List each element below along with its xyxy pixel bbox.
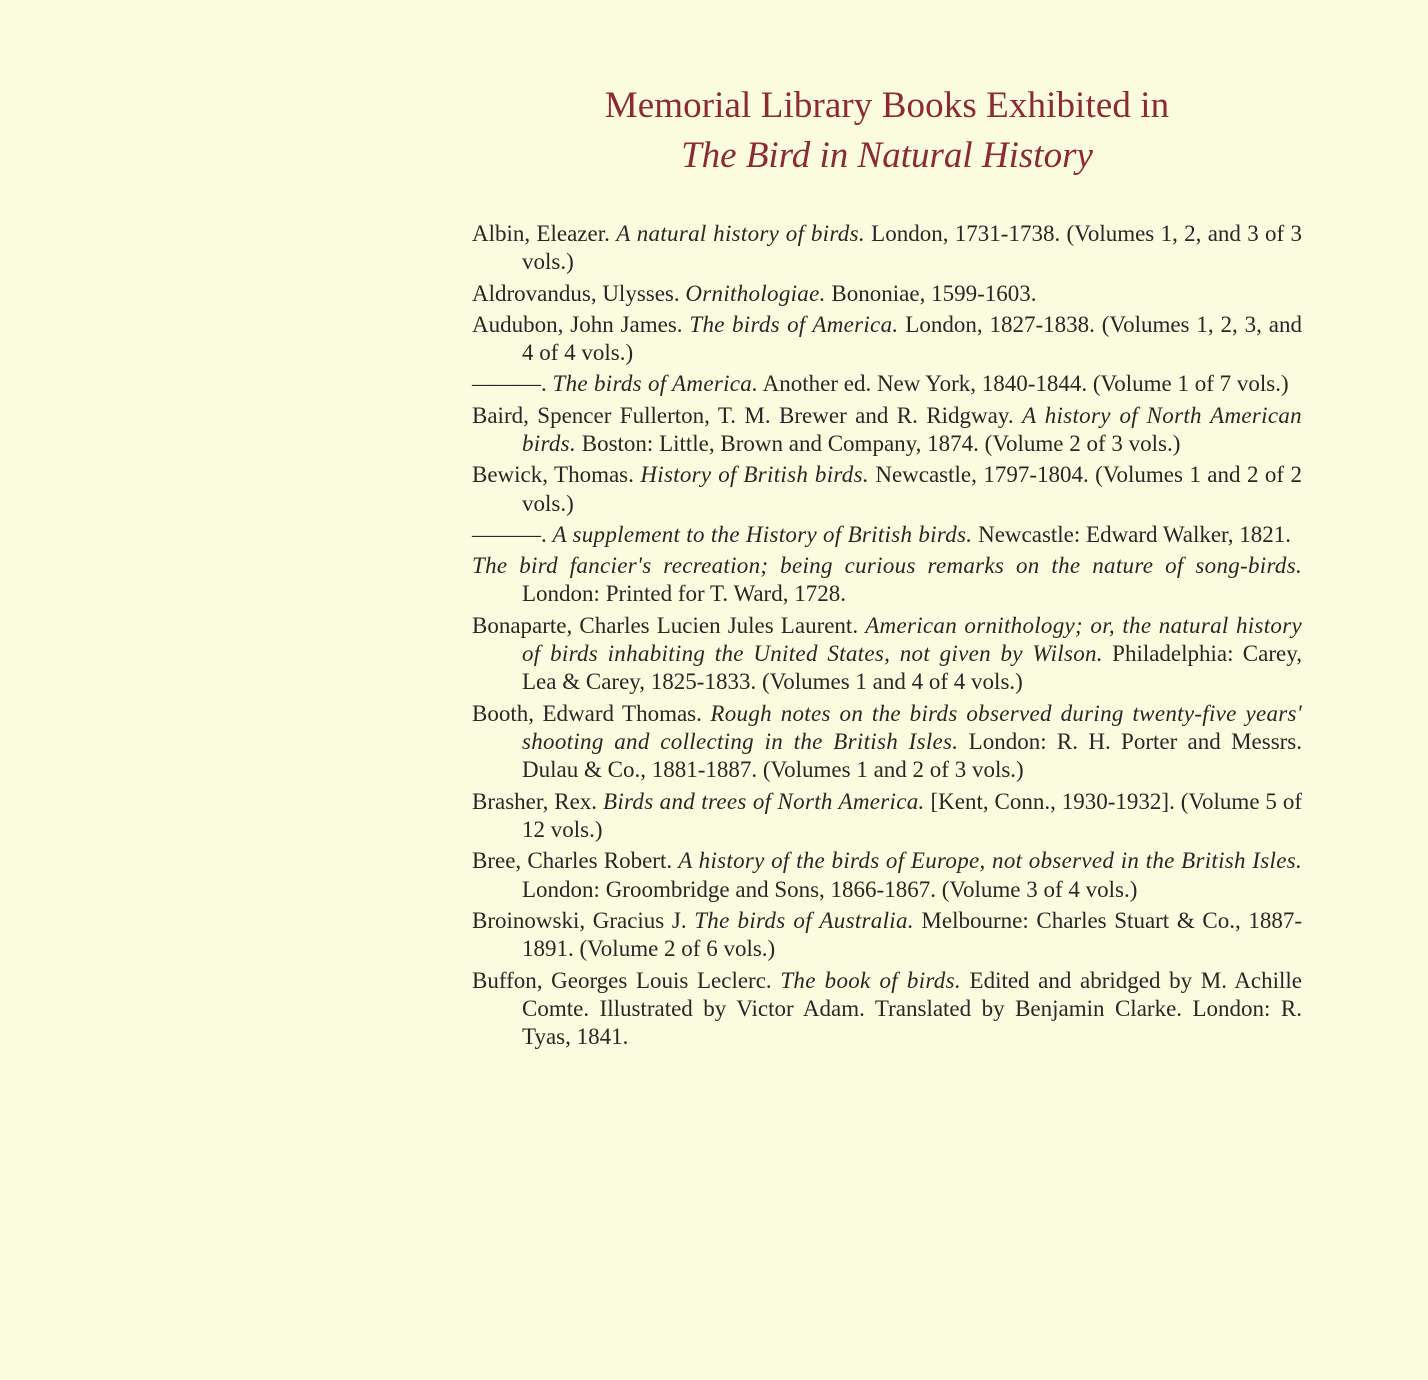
bibliography-entry — [472, 788, 1302, 845]
entry-author: Bree, Charles Robert. — [472, 848, 679, 874]
entry-author: Audubon, John James. — [472, 311, 690, 337]
bibliography-entry — [472, 402, 1302, 459]
entry-details: London: Printed for T. Ward, 1728. — [522, 581, 846, 607]
entry-details: Philadelphia: Carey, Lea & Carey, 1825-1833. (Volumes 1 and 4 of 4 vols.) — [522, 641, 1302, 695]
entry-details: London: R. H. Porter and Messrs. Dulau & Co., 1881-1887. (Volumes 1 and 2 of 3 vols.) — [522, 729, 1303, 783]
entry-title: Ornithologiae. — [685, 280, 826, 306]
bibliography-entry — [472, 311, 1302, 368]
bibliography-entry — [472, 552, 1302, 609]
entry-author: Bonaparte, Charles Lucien Jules Laurent. — [472, 612, 866, 638]
entry-title: The bird fancier's recreation; being curious remarks on the nature of song-birds. — [472, 553, 1302, 579]
entry-author: Brasher, Rex. — [472, 788, 603, 814]
entry-details: Newcastle, 1797-1804. (Volumes 1 and 2 of 2 vols.) — [522, 462, 1303, 516]
entry-author: ———. — [472, 371, 553, 397]
heading-subtitle: The Bird in Natural History — [681, 135, 1093, 176]
entry-title: The book of birds. — [780, 967, 961, 993]
entry-title: Birds and trees of North America. — [602, 788, 925, 814]
entry-author: Bewick, Thomas. — [472, 462, 641, 488]
bibliography-entry — [472, 967, 1302, 1052]
bibliography-entry — [472, 220, 1302, 277]
entry-details: [Kent, Conn., 1930-1932]. (Volume 5 of 12 vols.) — [522, 788, 1302, 843]
entry-title: A history of the birds of Europe, not observed in the British Isles. — [678, 848, 1302, 874]
entry-author: Booth, Edward Thomas. — [472, 700, 711, 726]
entry-title: History of British birds. — [640, 462, 869, 488]
entry-details: Edited and abridged by M. Achille Comte. Illustrated by Victor Adam. Translated by Benjamin Clarke. London: R. Tyas, 1841. — [522, 967, 1303, 1050]
entry-details: Bononiae, 1599-1603. — [825, 280, 1037, 306]
entry-details: London, 1827-1838. (Volumes 1, 2, 3, and 4 of 4 vols.) — [522, 311, 1302, 366]
entry-author: Broinowski, Gracius J. — [472, 907, 695, 933]
bibliography-entry — [472, 370, 1302, 398]
page-heading — [472, 84, 1302, 178]
entry-details: Boston: Little, Brown and Company, 1874. (Volume 2 of 3 vols.) — [576, 431, 1181, 457]
bibliography-list — [472, 220, 1302, 1055]
heading-title: Memorial Library Books Exhibited in — [604, 85, 1170, 126]
entry-details: Another ed. New York, 1840-1844. (Volume 1 of 7 vols.) — [758, 371, 1289, 397]
bibliography-entry — [472, 461, 1302, 518]
entry-author: Baird, Spencer Fullerton, T. M. Brewer and R. Ridgway. — [472, 402, 1023, 428]
entry-author: Buffon, Georges Louis Leclerc. — [472, 967, 781, 993]
entry-title: A natural history of birds. — [616, 221, 865, 246]
entry-title: A history of North American birds. — [522, 402, 1302, 457]
entry-title: American ornithology; or, the natural history of birds inhabiting the United States, not given by Wilson. — [522, 612, 1302, 667]
bibliography-entry — [472, 521, 1302, 549]
bibliography-entry — [472, 847, 1302, 904]
entry-details: London, 1731-1738. (Volumes 1, 2, and 3 of 3 vols.) — [522, 221, 1302, 275]
bibliography-entry — [472, 907, 1302, 964]
entry-details: Melbourne: Charles Stuart & Co., 1887-1891. (Volume 2 of 6 vols.) — [522, 907, 1302, 962]
bibliography-entry — [472, 280, 1302, 308]
bibliography-entry — [472, 612, 1302, 697]
entry-details: Newcastle: Edward Walker, 1821. — [972, 521, 1292, 547]
entry-details: London: Groombridge and Sons, 1866-1867. (Volume 3 of 4 vols.) — [522, 876, 1138, 902]
entry-author: ———. — [472, 521, 553, 547]
entry-title: The birds of America. — [552, 371, 759, 397]
entry-author: Albin, Eleazer. — [472, 221, 617, 246]
entry-title: A supplement to the History of British birds. — [552, 521, 973, 547]
entry-title: The birds of America. — [689, 311, 899, 337]
entry-author: Aldrovandus, Ulysses. — [472, 280, 686, 306]
entry-title: The birds of Australia. — [694, 907, 914, 933]
entry-title: Rough notes on the birds observed during twenty-five years' shooting and collecting in the British Isles. — [522, 700, 1302, 755]
bibliography-entry — [472, 700, 1302, 785]
